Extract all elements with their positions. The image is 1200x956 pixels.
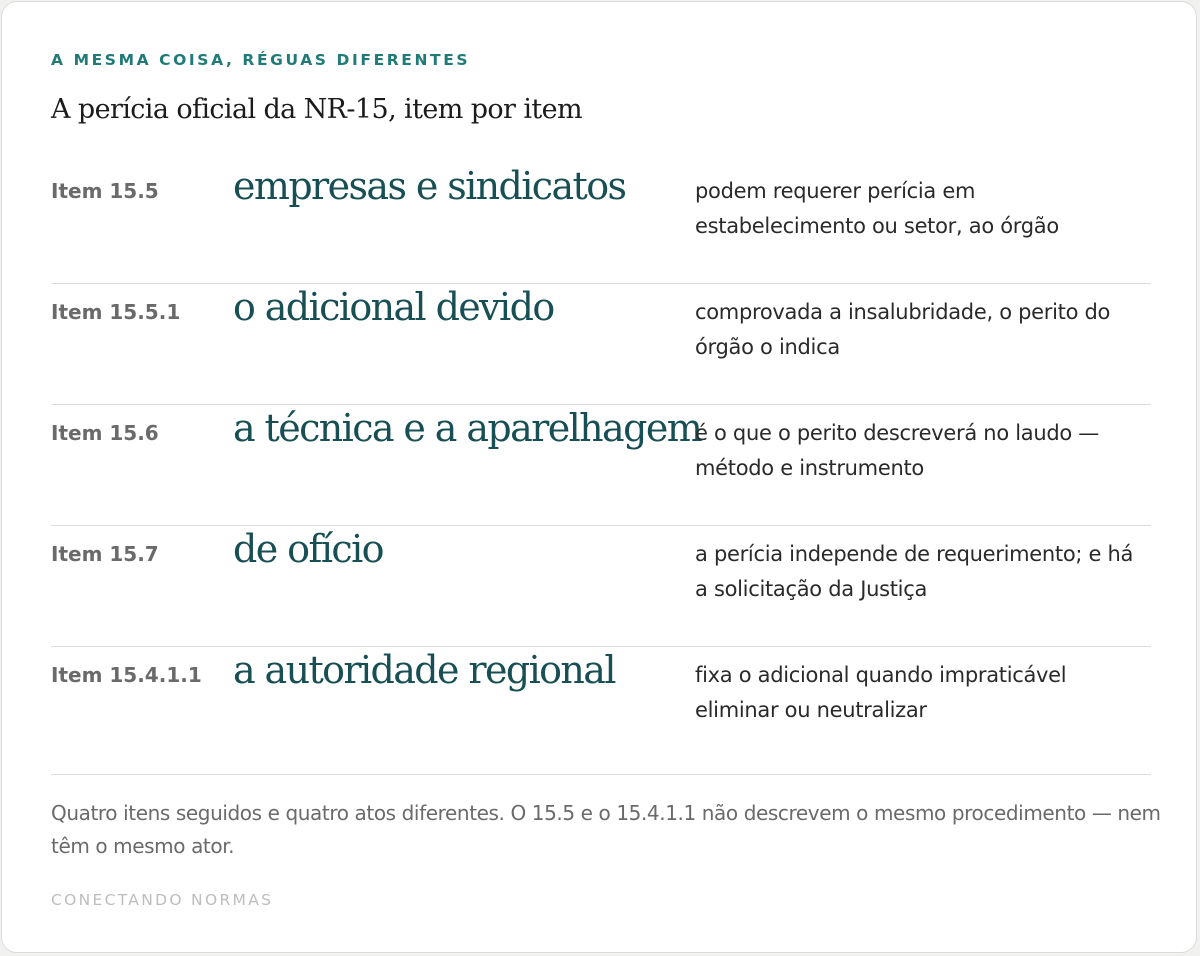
item-phrase: empresas e sindicatos [233,164,626,208]
page-title: A perícia oficial da NR-15, item por item [51,94,582,125]
item-row [51,647,1151,767]
item-list [51,163,1151,767]
item-phrase: a técnica e a aparelhagem [233,406,702,450]
item-phrase: o adicional devido [233,285,554,329]
eyebrow: A MESMA COISA, RÉGUAS DIFERENTES [51,51,471,69]
item-description: comprovada a insalubridade, o perito do órgão o indica [695,300,1111,359]
item-number: Item 15.5.1 [51,300,181,324]
item-number: Item 15.4.1.1 [51,663,202,687]
summary-divider [51,774,1151,775]
card [1,1,1197,953]
item-description: podem requerer perícia em estabelecimento ou setor, ao órgão [695,179,1059,238]
item-number: Item 15.7 [51,542,159,566]
item-description: é o que o perito descreverá no laudo — método e instrumento [695,421,1100,480]
item-number: Item 15.6 [51,421,159,445]
item-row [51,163,1151,284]
item-phrase: de ofício [233,527,383,571]
item-row [51,284,1151,405]
item-row [51,405,1151,526]
item-phrase: a autoridade regional [233,648,615,692]
item-row [51,526,1151,647]
item-description: a perícia independe de requerimento; e há a solicitação da Justiça [695,542,1134,601]
item-number: Item 15.5 [51,179,159,203]
summary-text: Quatro itens seguidos e quatro atos diferentes. O 15.5 e o 15.4.1.1 não descrevem o mesmo procedimento — nem têm o mesmo ator. [51,801,1161,858]
item-description: fixa o adicional quando impraticável eliminar ou neutralizar [695,663,1067,722]
footer-brand: CONECTANDO NORMAS [51,891,274,909]
